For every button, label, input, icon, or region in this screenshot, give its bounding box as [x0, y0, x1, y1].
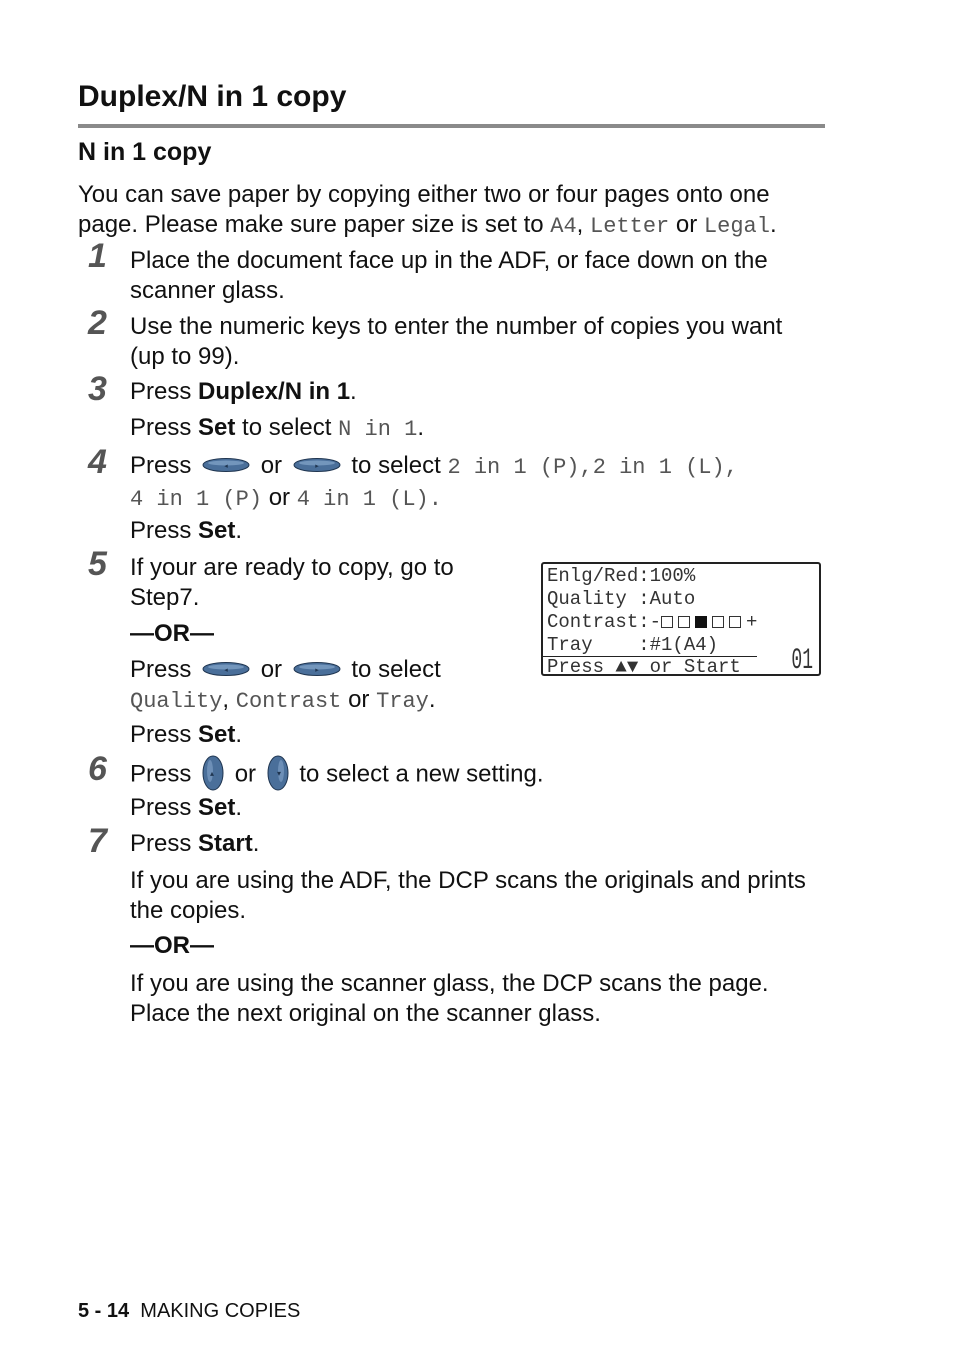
svg-text:▴: ▴: [210, 769, 215, 778]
step-7-glass-text: If you are using the scanner glass, the DCP scans the page. Place the next original on the scanner glass.: [130, 970, 769, 1027]
step-number-6: 6: [88, 750, 107, 788]
lcd-line-1: Enlg/Red:100%: [547, 565, 696, 587]
svg-text:▸: ▸: [314, 462, 319, 470]
step-7-or: —OR—: [130, 932, 214, 959]
lcd-display: [541, 562, 821, 676]
step-5-subtext: Press Set.: [130, 721, 243, 748]
svg-text:▸: ▸: [314, 666, 319, 674]
step-number-4: 4: [88, 443, 107, 481]
page-title: Duplex/N in 1 copy: [78, 80, 347, 113]
svg-text:▾: ▾: [276, 769, 281, 778]
step-4-subtext: Press Set.: [130, 517, 243, 544]
step-5-text: If your are ready to copy, go to Step7.: [130, 554, 454, 611]
step-2-text: Use the numeric keys to enter the number of copies you want (up to 99).: [130, 313, 783, 370]
right-arrow-button-icon: [293, 661, 341, 677]
right-arrow-button-icon: [293, 457, 341, 473]
intro-line-2: page. Please make sure paper size is set to A4, Letter or Legal.: [78, 211, 777, 239]
step-number-1: 1: [88, 237, 107, 275]
step-1-text: Place the document face up in the ADF, or face down on the scanner glass.: [130, 247, 768, 304]
step-7-adf-text: If you are using the ADF, the DCP scans the originals and prints the copies.: [130, 867, 806, 924]
svg-text:◂: ◂: [224, 666, 228, 674]
step-number-7: 7: [88, 822, 107, 860]
step-7-text: Press Start.: [130, 830, 260, 857]
duplex-key-label: Duplex/N in 1: [198, 378, 351, 405]
contrast-square: [729, 616, 741, 628]
step-6-subtext: Press Set.: [130, 794, 243, 821]
lcd-line-4: Tray :#1(A4): [547, 634, 719, 656]
contrast-square: [678, 616, 690, 628]
contrast-square: [661, 616, 673, 628]
step-3-subtext: Press Set to select N in 1.: [130, 414, 424, 442]
contrast-square: [695, 616, 707, 628]
step-number-2: 2: [88, 304, 107, 342]
up-arrow-button-icon: [202, 755, 224, 791]
step-6-text: Press ▴ or ▾ to select a new setting.: [130, 757, 544, 793]
intro-line-1: You can save paper by copying either two or four pages onto one: [78, 181, 770, 208]
lcd-line-3: Contrast:- +: [547, 611, 758, 633]
page-number: 5 - 14: [78, 1300, 130, 1322]
lcd-line-5: Press ▲▼ or Start: [547, 656, 741, 678]
page-footer: [78, 1300, 300, 1323]
svg-text:◂: ◂: [224, 462, 228, 470]
step-3-text: Press Duplex/N in 1.: [130, 378, 357, 405]
intro-paragraph: [78, 180, 777, 242]
step-5-or: —OR—: [130, 620, 214, 647]
section-title: N in 1 copy: [78, 138, 212, 166]
title-rule: [78, 124, 825, 128]
left-arrow-button-icon: [202, 457, 250, 473]
step-number-5: 5: [88, 545, 107, 583]
step-5-alt-text: Press ◂ or ▸ to select Quality, Contrast or Tray.: [130, 656, 441, 714]
step-4-text: Press ◂ or ▸ to select 2 in 1 (P),2 in 1 (L), 4 in 1 (P) or 4 in 1 (L).: [130, 452, 738, 512]
start-key-label: Start: [198, 830, 253, 857]
section-name: MAKING COPIES: [140, 1300, 301, 1322]
left-arrow-button-icon: [202, 661, 250, 677]
down-arrow-button-icon: [267, 755, 289, 791]
contrast-level-indicator: [661, 611, 746, 633]
step-number-3: 3: [88, 370, 107, 408]
lcd-line-2: Quality :Auto: [547, 588, 696, 610]
lcd-copy-count: 01: [791, 644, 813, 678]
contrast-square: [712, 616, 724, 628]
